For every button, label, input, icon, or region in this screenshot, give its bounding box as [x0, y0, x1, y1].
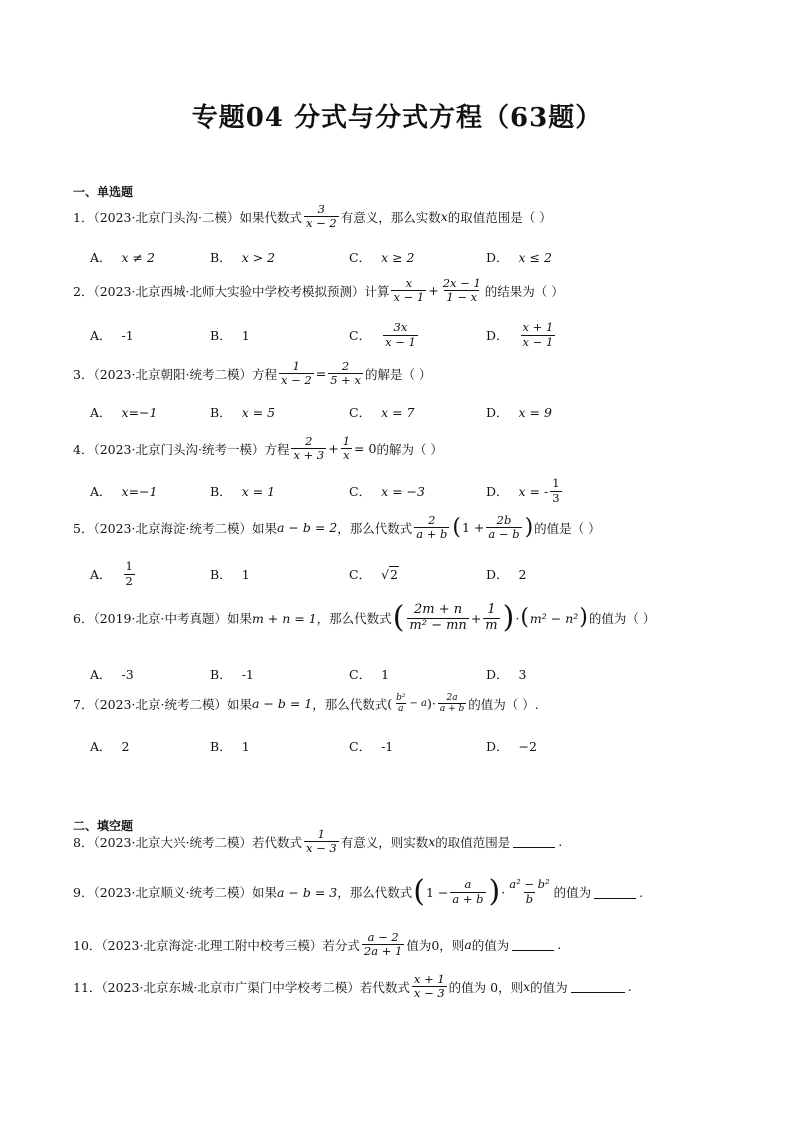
- fraction: $\frac{1}{x - 3}$: [305, 827, 337, 856]
- option-d[interactable]: D． 3: [486, 666, 527, 682]
- option-c[interactable]: C． √ 2: [349, 567, 398, 582]
- option-b[interactable]: B． x = 1: [210, 483, 276, 499]
- question-2: 2．（2023·北京西城·北师大实验中学校考模拟预测）计算 $\frac{x}{x - 1}$ + $\frac{2x - 1}{1 - x}$ 的结果为（ ）: [73, 276, 564, 305]
- options-q7: [90, 731, 690, 761]
- fraction: $\frac{\text{b²}}{a}$: [396, 693, 406, 715]
- option-a[interactable]: A． 2: [90, 738, 130, 754]
- fraction: $\frac{2}{a + b}$: [416, 513, 448, 542]
- question-1: 1．（2023·北京门头沟·二模）如果代数式 $\frac{3}{x - 2}$ 有意义，那么实数 x 的取值范围是（ ）: [73, 202, 552, 231]
- options-q2: [90, 320, 690, 350]
- fraction: $\frac{1}{m}$: [485, 602, 498, 633]
- fraction: $\frac{3}{x - 2}$: [305, 202, 337, 231]
- option-b[interactable]: B． x = 5: [210, 404, 276, 420]
- fraction: $\frac{2}{x + 3}$: [293, 434, 325, 463]
- question-9: 9．（2023·北京顺义·统考二模）如果 a − b = 3 ，那么代数式 ( 1 − $\frac{a}{a + b}$ ) · $\frac{\text{a² − b²}}{b}$ 的值为 .: [73, 874, 644, 909]
- fraction: $\frac{2b}{a - b}$: [488, 513, 520, 542]
- question-11: 11．（2023·北京东城·北京市广渠门中学校考二模）若代数式 $\frac{x + 1}{x - 3}$ 的值为 0，则 x 的值为 .: [73, 972, 632, 1001]
- question-4: 4．（2023·北京门头沟·统考一模）方程 $\frac{2}{x + 3}$ + $\frac{1}{x}$ = 0 的解为（ ）: [73, 434, 443, 463]
- option-d[interactable]: D． 2: [486, 566, 527, 582]
- option-d[interactable]: D． $\frac{x + 1}{x - 1}$: [486, 320, 554, 349]
- answer-blank[interactable]: [571, 980, 625, 993]
- section-single-choice: 一、单选题: [73, 185, 134, 199]
- option-b[interactable]: B． 1: [210, 738, 250, 754]
- section-fill-in: 二、填空题: [73, 819, 134, 833]
- option-b[interactable]: B． 1: [210, 327, 250, 343]
- option-a[interactable]: A． x=−1: [90, 404, 158, 420]
- option-b[interactable]: B． 1: [210, 566, 250, 582]
- option-d[interactable]: D． x = - $\frac{1}{3}$: [486, 476, 560, 505]
- option-b[interactable]: B． -1: [210, 666, 254, 682]
- option-c[interactable]: C． -1: [349, 738, 394, 754]
- answer-blank[interactable]: [512, 938, 554, 951]
- option-a[interactable]: A． x ≠ 2: [90, 249, 155, 265]
- fraction: $\frac{2x - 1}{1 - x}$: [442, 276, 481, 305]
- fraction: $\frac{a - 2}{2a + 1}$: [363, 930, 403, 959]
- option-a[interactable]: A． -3: [90, 666, 134, 682]
- fraction: $\frac{2a}{a + b}$: [439, 693, 465, 715]
- fraction: $\frac{2m + n}{\text{m² − mn}}$: [409, 602, 467, 633]
- option-c[interactable]: C． x ≥ 2: [349, 249, 415, 265]
- option-a[interactable]: A． x=−1: [90, 483, 158, 499]
- fraction: $\frac{1}{x - 2}$: [280, 359, 312, 388]
- question-7: 7．（2023·北京·统考二模）如果 a − b = 1 ，那么代数式 ( $\frac{\text{b²}}{a}$ − a ) · $\frac{2a}{a + b}$ 的值为（ ）.: [73, 693, 539, 715]
- question-3: 3．（2023·北京朝阳·统考二模）方程 $\frac{1}{x - 2}$ = $\frac{2}{5 + x}$ 的解是（ ）: [73, 359, 432, 388]
- fraction: $\frac{2}{5 + x}$: [330, 359, 361, 388]
- page-title: 专题04 分式与分式方程（63题）: [191, 103, 603, 133]
- answer-blank[interactable]: [594, 886, 636, 899]
- options-q3: [90, 397, 690, 427]
- option-d[interactable]: D． x ≤ 2: [486, 249, 552, 265]
- option-d[interactable]: D． x = 9: [486, 404, 552, 420]
- options-q6: [90, 659, 690, 689]
- question-10: 10．（2023·北京海淀·北理工附中校考三模）若分式 $\frac{a - 2}{2a + 1}$ 值为0，则 a 的值为 .: [73, 930, 562, 959]
- fraction: $\frac{1}{x}$: [342, 434, 351, 463]
- option-c[interactable]: C． $\frac{3x}{x - 1}$: [349, 320, 416, 349]
- question-8: 8．（2023·北京大兴·统考二模）若代数式 $\frac{1}{x - 3}$ 有意义，则实数 x 的取值范围是 .: [73, 827, 563, 856]
- option-a[interactable]: A． $\frac{1}{2}$: [90, 559, 133, 588]
- question-5: 5．（2023·北京海淀·统考二模）如果 a − b = 2 ，那么代数式 $\frac{2}{a + b}$ ( 1 + $\frac{2b}{a - b}$ ) 的值是（ ）: [73, 513, 601, 542]
- option-b[interactable]: B． x > 2: [210, 249, 276, 265]
- option-c[interactable]: C． 1: [349, 666, 390, 682]
- question-6: 6．（2019·北京·中考真题）如果 m + n = 1 ，那么代数式 ( $\frac{2m + n}{\text{m² − mn}}$ + $\frac{1}{m}$ ) · ( m² − n² ) 的值为（ ）: [73, 600, 656, 636]
- options-q5: [90, 559, 690, 589]
- option-c[interactable]: C． x = 7: [349, 404, 415, 420]
- answer-blank[interactable]: [513, 835, 555, 848]
- fraction: $\frac{\text{a² − b²}}{b}$: [509, 877, 550, 906]
- option-a[interactable]: A． -1: [90, 327, 134, 343]
- fraction: $\frac{a}{a + b}$: [452, 877, 484, 906]
- fraction: $\frac{x}{x - 1}$: [393, 276, 425, 305]
- option-c[interactable]: C． x = −3: [349, 483, 425, 499]
- fraction: $\frac{x + 1}{x - 3}$: [413, 972, 445, 1001]
- options-q1: [90, 242, 690, 272]
- options-q4: [90, 476, 690, 506]
- option-d[interactable]: D． −2: [486, 738, 537, 754]
